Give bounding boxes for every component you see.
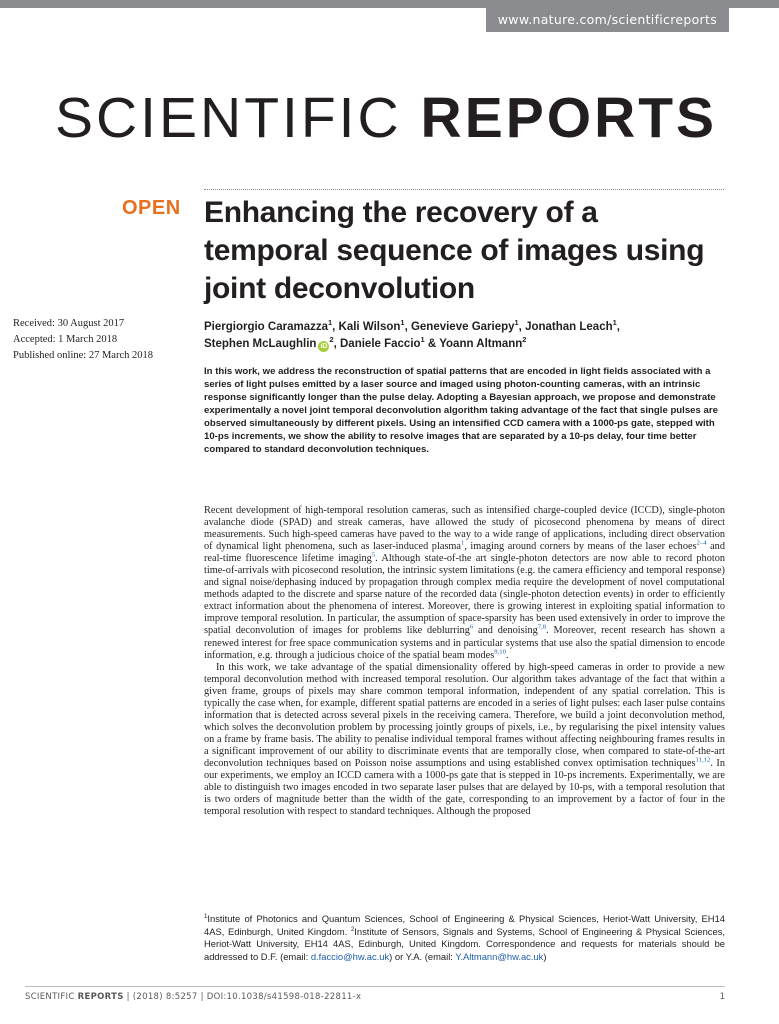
citation-link[interactable]: 7,8 bbox=[537, 624, 547, 632]
citation-link[interactable]: 6 bbox=[469, 624, 474, 632]
affiliations: $^1$Institute of Photonics and Quantum Sciences, School of Engineering & Physical Sciences, Heriot-Watt University, EH14 4AS, Edinburgh, United Kingdom. $^2$Institute of Sensors, Signals and Systems, School of Engineering & Physical Sciences, Heriot-Watt University, EH14 4AS, Edinburgh, United Kingdom. Correspondence and requests for materials should be addressed to D.F. (email: d.faccio@hw.ac.uk) or Y.A. (email: Y.Altmann@hw.ac.uk) bbox=[204, 912, 725, 962]
journal-masthead bbox=[55, 88, 717, 148]
citation-link[interactable]: 9,10 bbox=[494, 648, 506, 656]
body-paragraph-1: Recent development of high-temporal resolution cameras, such as intensified charge-coupled device (ICCD), single-photon avalanche diode (SPAD) and streak cameras, have allowed the study of picosecond phenomena by means of direct measurements. Such high-speed cameras have paved to the way to a wide range of applications, including direct observation of dynamical light phenomena, such as laser-induced plasma$^1$, imaging around corners by means of the laser echoes$^{2-4}$ and real-time fluorescence lifetime imaging$^5$. Although state-of-the art single-photon detectors are now able to record photon time-of-arrivals with picosecond resolution, the intrinsic system limitations (e.g. the camera efficiency and temporal response) and signal noise/dephasing induced by propagation through complex media require the development of novel computational methods adapted to the discrete and sparse nature of the recorded data (single-photon detection events) in order to efficiently extract information about the phenomena of interest. Moreover, there is growing interest in exploiting spatial information to improve temporal resolution. In particular, the assumption of space-sparsity has been used extensively in order to improve the spatial deconvolution of images for problems like deblurring$^6$ and denoising$^{7,8}$. Moreover, recent research has shown a renewed interest for free space communication systems and in particular systems that use also the spatial dimension to encode information, e.g. through a judicious choice of the spatial beam modes$^{9,10}$. bbox=[204, 505, 725, 661]
abstract: In this work, we address the reconstruction of spatial patterns that are encoded in light fields associated with a series of light pulses emitted by a laser source and imaged using photon-counting cameras, with an intrinsic response significantly longer than the pulse delay. Adopting a Bayesian approach, we propose and demonstrate experimentally a novel joint temporal deconvolution algorithm taking advantage of the fact that single pulses are observed simultaneously by different pixels. Using an intensified CCD camera with a 1000-ps gate, stepped with 10-ps increments, we show the ability to resolve images that are separated by a 10-ps delay, four time better compared to standard deconvolution techniques. bbox=[204, 366, 718, 455]
article-dates bbox=[13, 316, 153, 364]
author-name: Piergiorgio Caramazza bbox=[204, 321, 328, 333]
author-name: Yoann Altmann bbox=[439, 338, 523, 350]
author-affiliation: 1 bbox=[514, 318, 519, 328]
footer-citation: SCIENTIFIC REPORTS | (2018) 8:5257 | DOI:10.1038/s41598-018-22811-x bbox=[25, 992, 362, 1002]
author-affiliation: 1 bbox=[612, 318, 617, 328]
orcid-icon[interactable]: iD bbox=[320, 343, 328, 350]
article-body bbox=[204, 505, 725, 818]
received-date: Received: 30 August 2017 bbox=[13, 318, 125, 329]
email-link-faccio[interactable]: d.faccio@hw.ac.uk bbox=[310, 950, 390, 962]
email-link-altmann[interactable]: Y.Altmann@hw.ac.uk bbox=[455, 950, 544, 962]
masthead-bold: REPORTS bbox=[420, 86, 718, 150]
journal-url-tab[interactable]: www.nature.com/scientificreports bbox=[486, 8, 729, 32]
citation-link[interactable]: 2–4 bbox=[696, 539, 707, 547]
citation-link[interactable]: 5 bbox=[371, 551, 376, 559]
body-paragraph-2: In this work, we take advantage of the spatial dimensionality offered by high-speed cameras in order to provide a new temporal deconvolution method with increased temporal resolution. Our algorithm takes advantage of the fact that within a given frame, groups of pixels may share common temporal information, independent of any spatial correlation. This is typically the case when, for example, different spatial patterns are encoded in a series of light pulses: each laser pulse contains information that is detected across several pixels in the receiving camera. Therefore, we build a joint deconvolution method, which solves the deconvolution problem by processing jointly groups of pixels, i.e., by regularising the pixel intensity values on a frame by frame basis. The ability to penalise individual temporal frames without affecting neighbouring frames results in a significant improvement of our ability to discriminate events that are temporally close, when compared to state-of-the-art deconvolution techniques based on Poisson noise assumptions and using established convex optimisation techniques$^{11,12}$. In our experiments, we employ an ICCD camera with a 1000-ps gate that is stepped in 10-ps increments. Experimentally, we are able to distinguish two images encoded in two separate laser pulses that are delayed by 10-ps, with a temporal resolution that is two orders of magnitude better than the width of the gate, corresponding to an improvement by a factor of four in the temporal resolution with respect to standard techniques. Although the proposed bbox=[204, 661, 725, 818]
citation-link[interactable]: 1 bbox=[460, 539, 465, 547]
author-affiliation: 2 bbox=[329, 335, 334, 345]
author-affiliation: 1 bbox=[420, 335, 425, 345]
open-access-label: OPEN bbox=[122, 197, 181, 219]
author-name: Kali Wilson bbox=[338, 321, 401, 333]
citation-link[interactable]: 11,12 bbox=[695, 756, 711, 764]
author-list: Piergiorgio Caramazza$^1$, Kali Wilson$^1$, Genevieve Gariepy$^1$, Jonathan Leach$^1$, Stephen McLaughlin $iD^2$, Daniele Faccio$^1$ & Yoann Altmann$^2$ bbox=[204, 318, 620, 350]
footer-divider bbox=[25, 986, 725, 987]
top-bar bbox=[0, 0, 779, 8]
author-name: Genevieve Gariepy bbox=[410, 321, 515, 333]
page-number: 1 bbox=[719, 992, 725, 1002]
article-title: Enhancing the recovery of a temporal sequence of images using joint deconvolution bbox=[204, 196, 705, 305]
title-divider bbox=[204, 189, 724, 190]
masthead-light: SCIENTIFIC bbox=[55, 86, 402, 150]
author-affiliation: 2 bbox=[522, 335, 527, 345]
author-name: Jonathan Leach bbox=[525, 321, 613, 333]
author-name: Stephen McLaughlin bbox=[204, 338, 317, 350]
published-date: Published online: 27 March 2018 bbox=[13, 350, 153, 361]
author-affiliation: 1 bbox=[400, 318, 405, 328]
author-affiliation: 1 bbox=[327, 318, 333, 328]
accepted-date: Accepted: 1 March 2018 bbox=[13, 334, 118, 345]
author-name: Daniele Faccio bbox=[340, 338, 421, 350]
